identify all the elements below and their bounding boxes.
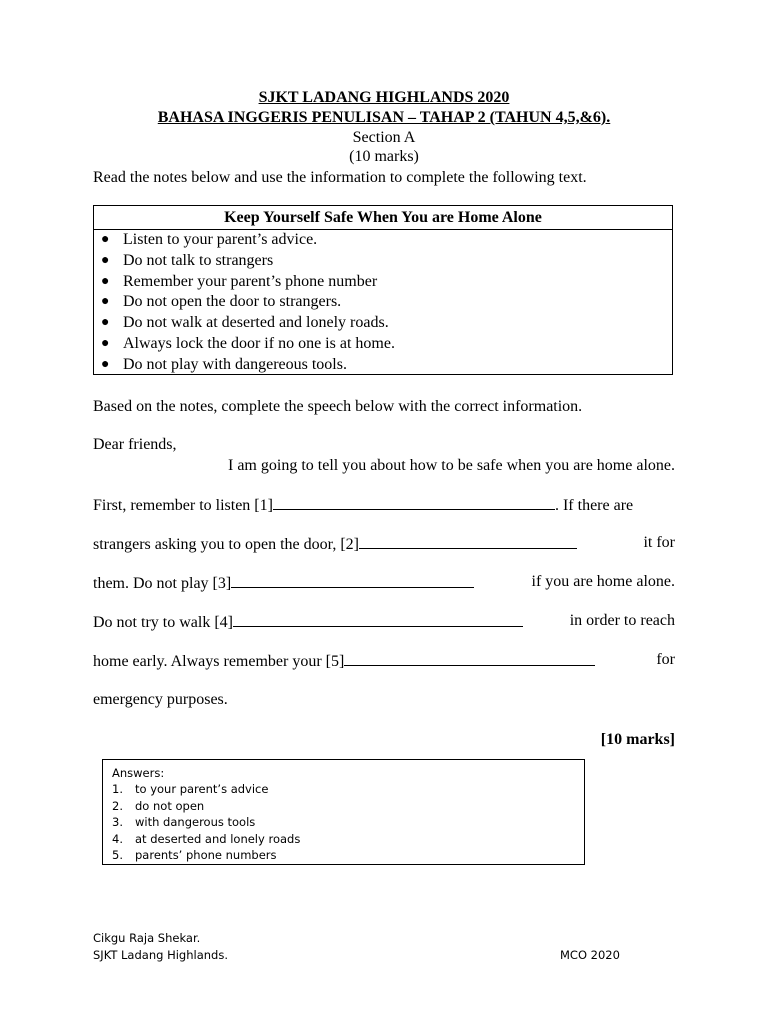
footer-school: SJKT Ladang Highlands.	[93, 948, 228, 962]
notes-box	[93, 205, 673, 375]
list-item: 5. parents’ phone numbers	[112, 848, 277, 863]
answers-box	[102, 759, 585, 865]
instruction-text: Read the notes below and use the information to complete the following text.	[93, 169, 587, 186]
section-label: Section A	[352, 129, 416, 146]
speech-line-7: emergency purposes.	[93, 691, 228, 708]
blank-2[interactable]	[359, 533, 577, 549]
blank-3[interactable]	[231, 572, 474, 588]
notes-heading: Keep Yourself Safe When You are Home Alone	[94, 206, 672, 230]
bullet-icon: ●	[101, 273, 110, 289]
answers-title: Answers:	[112, 766, 165, 780]
marks-label: (10 marks)	[349, 148, 419, 165]
bullet-icon: ●	[101, 252, 110, 268]
speech-line-4: them. Do not play [3] if you are home alone.	[93, 573, 675, 592]
bullet-icon: ●	[101, 294, 110, 310]
blank-4[interactable]	[233, 611, 523, 627]
bullet-icon: ●	[101, 356, 110, 372]
school-title: SJKT LADANG HIGHLANDS 2020	[258, 89, 510, 106]
speech-line-5: Do not try to walk [4] in order to reach	[93, 612, 675, 631]
list-item: ● Do not open the door to strangers.	[94, 292, 672, 313]
footer-tag: MCO 2020	[560, 948, 620, 962]
list-item: ● Do not walk at deserted and lonely roads.	[94, 313, 672, 334]
subject-title: BAHASA INGGERIS PENULISAN – TAHAP 2 (TAHUN 4,5,&6).	[157, 109, 611, 126]
blank-1[interactable]	[273, 494, 555, 510]
speech-greeting: Dear friends,	[93, 436, 177, 453]
speech-line-1: I am going to tell you about how to be safe when you are home alone.	[228, 457, 675, 474]
speech-line-6: home early. Always remember your [5] for	[93, 651, 675, 670]
blank-5[interactable]	[344, 650, 595, 666]
speech-line-2: First, remember to listen [1] . If there are	[93, 494, 675, 516]
list-item: 2. do not open	[112, 798, 205, 813]
total-marks: [10 marks]	[600, 731, 675, 748]
speech-prompt: Based on the notes, complete the speech below with the correct information.	[93, 398, 583, 415]
list-item: ● Remember your parent’s phone number	[94, 272, 672, 293]
list-item: ● Do not play with dangereous tools.	[94, 355, 672, 376]
bullet-icon: ●	[101, 335, 110, 351]
list-item: ● Do not talk to strangers	[94, 251, 672, 272]
list-item: ● Listen to your parent’s advice.	[94, 230, 672, 251]
list-item: 3. with dangerous tools	[112, 815, 256, 830]
footer-teacher: Cikgu Raja Shekar.	[93, 931, 201, 945]
speech-line-3: strangers asking you to open the door, [2] it for	[93, 534, 675, 553]
list-item: 1. to your parent’s advice	[112, 782, 269, 797]
notes-list	[94, 230, 672, 376]
bullet-icon: ●	[101, 315, 110, 331]
bullet-icon: ●	[101, 232, 110, 247]
list-item: 4. at deserted and lonely roads	[112, 831, 301, 846]
list-item: ● Always lock the door if no one is at home.	[94, 334, 672, 355]
